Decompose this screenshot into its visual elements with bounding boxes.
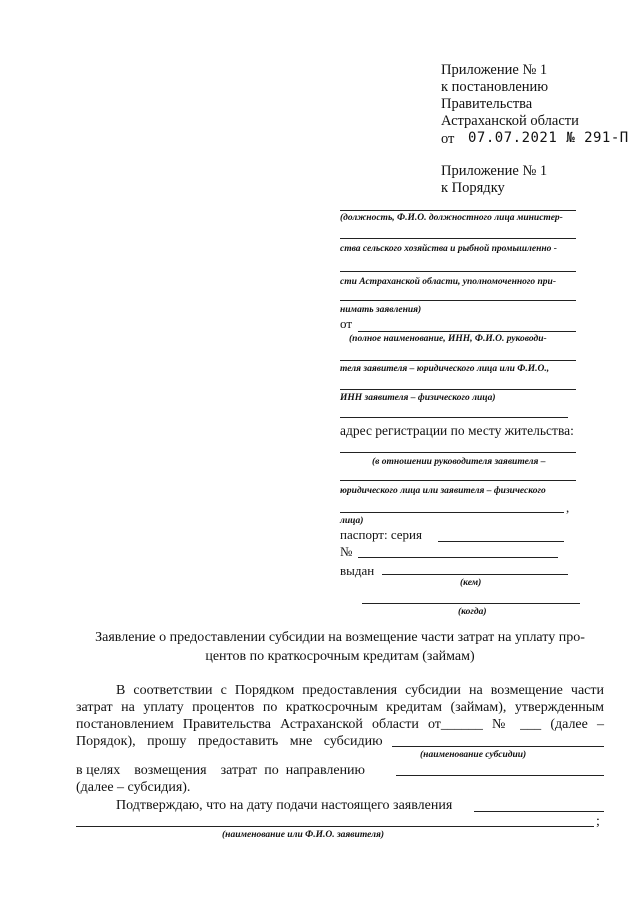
- addressee-line-1[interactable]: [340, 210, 576, 211]
- direction-field[interactable]: [396, 775, 604, 776]
- passport-series-field[interactable]: [438, 541, 564, 542]
- paragraph-1-line-1: В соответствии с Порядком предоставления субсидии на возмещение части: [116, 683, 604, 698]
- paragraph-3-line-1: Подтверждаю, что на дату подачи настоящего заявления: [116, 798, 453, 813]
- registration-line-1[interactable]: [340, 452, 576, 453]
- document-title-line-1: Заявление о предоставлении субсидии на возмещение части затрат на уплату про-: [95, 630, 585, 645]
- confirmation-semicolon: ;: [596, 814, 600, 829]
- paragraph-2-line-1: в целях возмещения затрат по направлению: [76, 763, 366, 778]
- passport-number-label: №: [340, 544, 353, 559]
- order-appendix-title: Приложение № 1: [441, 163, 548, 179]
- applicant-hint-2: теля заявителя – юридического лица или Ф.И.О.,: [340, 364, 550, 374]
- addressee-hint-1: (должность, Ф.И.О. должностного лица министер-: [340, 213, 563, 223]
- document-title-line-2: центов по краткосрочным кредитам (займам): [205, 649, 475, 664]
- registration-line-3[interactable]: [340, 512, 564, 513]
- subsidy-name-hint: (наименование субсидии): [420, 750, 527, 760]
- subsidy-name-field[interactable]: [392, 746, 604, 747]
- addressee-line-4[interactable]: [340, 300, 576, 301]
- appendix-title: Приложение № 1: [441, 62, 548, 78]
- registration-hint-1: (в отношении руководителя заявителя –: [372, 457, 546, 467]
- registration-line-2[interactable]: [340, 480, 576, 481]
- applicant-hint-1: (полное наименование, ИНН, Ф.И.О. руководи-: [349, 334, 547, 344]
- applicant-line-3[interactable]: [340, 389, 576, 390]
- applicant-line-1[interactable]: [358, 331, 576, 332]
- addressee-line-2[interactable]: [340, 238, 576, 239]
- confirmation-field-1[interactable]: [474, 811, 604, 812]
- applicant-hint-3: ИНН заявителя – физического лица): [340, 393, 496, 403]
- addressee-line-3[interactable]: [340, 271, 576, 272]
- applicant-line-4[interactable]: [340, 417, 568, 418]
- registration-address-label: адрес регистрации по месту жительства:: [340, 423, 574, 438]
- appendix-government: Правительства: [441, 96, 533, 112]
- issued-date-hint: (когда): [458, 607, 487, 617]
- confirmation-field-2[interactable]: [76, 826, 594, 827]
- passport-series-label: паспорт: серия: [340, 527, 422, 542]
- addressee-hint-2: ства сельского хозяйства и рыбной промышленно -: [340, 244, 557, 254]
- issued-by-hint: (кем): [460, 578, 482, 588]
- registration-hint-3: лица): [340, 516, 364, 526]
- paragraph-1-line-3: постановлением Правительства Астраханской области от______ № ___ (далее –: [76, 717, 604, 732]
- issued-date-field[interactable]: [362, 603, 580, 604]
- paragraph-2-line-2: (далее – субсидия).: [76, 780, 191, 795]
- registration-hint-2: юридического лица или заявителя – физического: [340, 486, 546, 496]
- registration-comma: ,: [566, 500, 570, 515]
- order-appendix-ref: к Порядку: [441, 180, 505, 196]
- applicant-from-label: от: [340, 316, 353, 331]
- applicant-line-2[interactable]: [340, 360, 576, 361]
- resolution-date-number: 07.07.2021 № 291-П: [468, 130, 629, 146]
- paragraph-1-line-2: затрат на уплату процентов по краткосрочным кредитам (займам), утвержденным: [76, 700, 604, 715]
- addressee-hint-3: сти Астраханской области, уполномоченного при-: [340, 277, 556, 287]
- applicant-name-hint: (наименование или Ф.И.О. заявителя): [222, 830, 384, 840]
- appendix-region: Астраханской области: [441, 113, 579, 129]
- appendix-to-resolution: к постановлению: [441, 79, 549, 95]
- paragraph-1-line-4: Порядок), прошу предоставить мне субсидию: [76, 734, 383, 749]
- passport-issued-field[interactable]: [382, 574, 568, 575]
- passport-number-field[interactable]: [358, 557, 558, 558]
- addressee-hint-4: нимать заявления): [340, 305, 422, 315]
- appendix-from-label: от: [441, 131, 455, 147]
- passport-issued-label: выдан: [340, 563, 375, 578]
